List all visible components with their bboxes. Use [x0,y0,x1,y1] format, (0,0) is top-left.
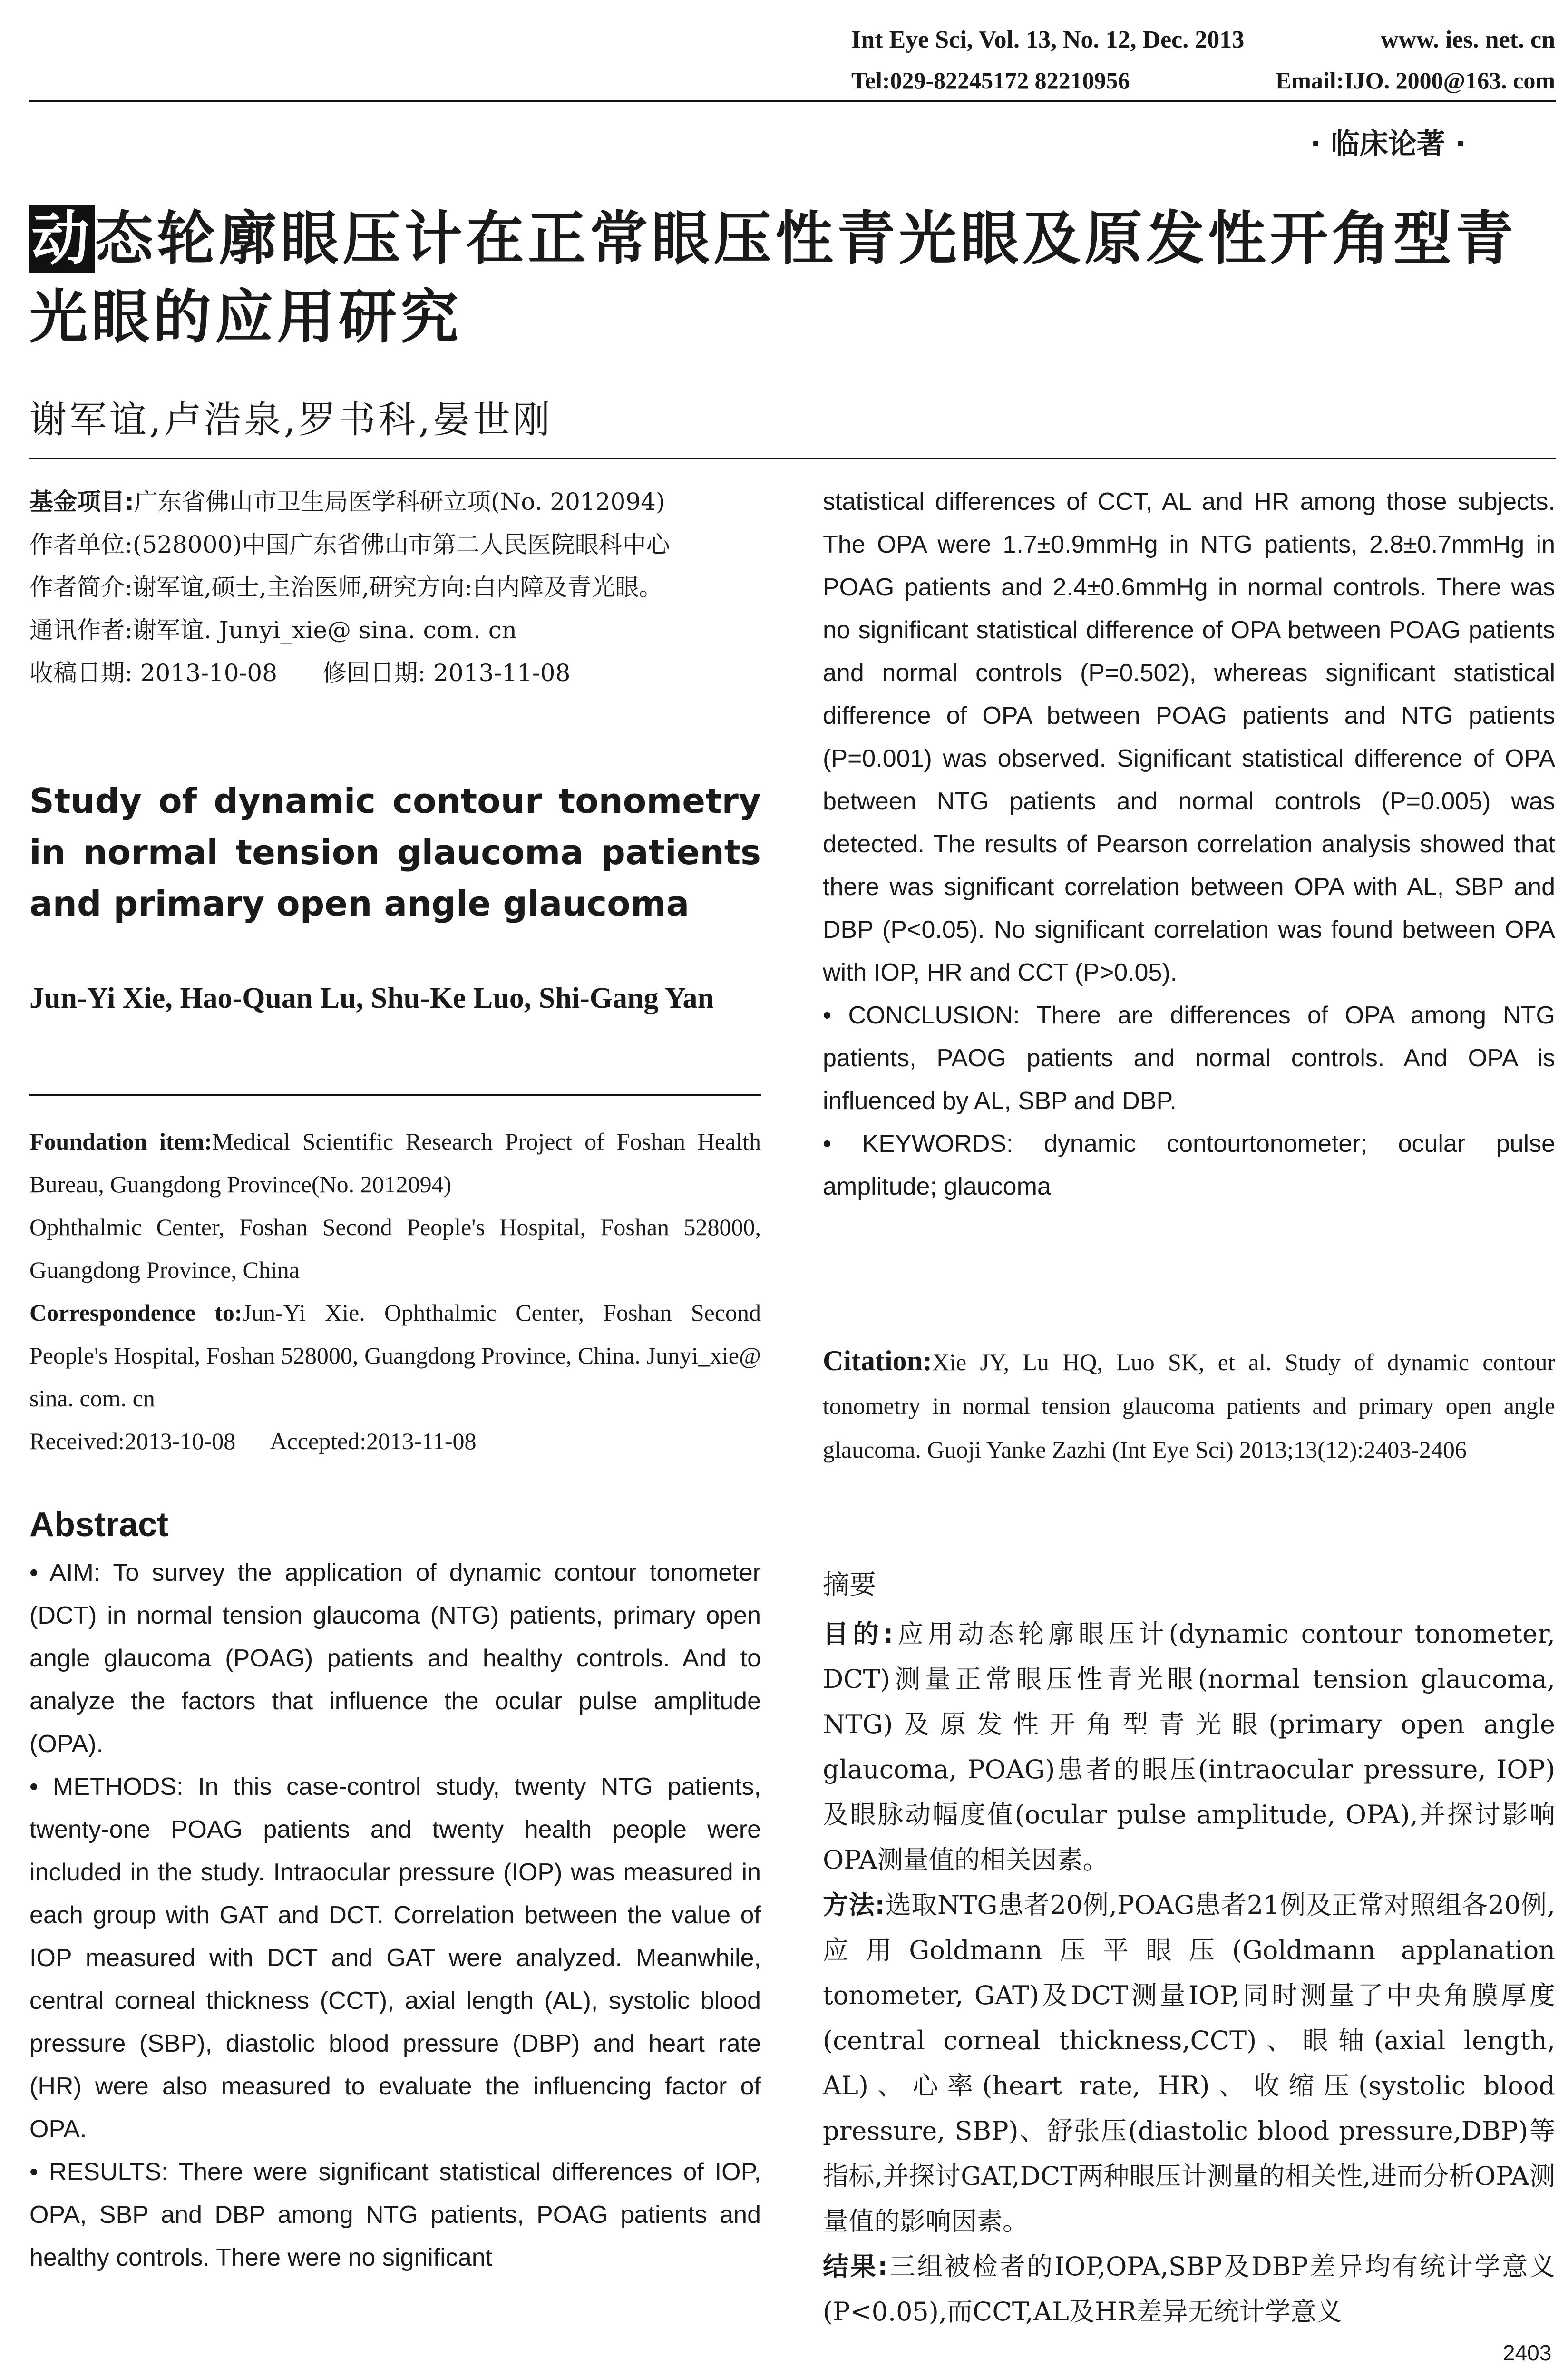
cn-meta-line: 基金项目:广东省佛山市卫生局医学科研立项(No. 2012094) [29,488,665,516]
abstract-heading: Abstract [29,1506,169,1544]
title-rest: 态轮廓眼压计在正常眼压性青光眼及原发性开角型青光眼的应用研究 [29,205,1517,351]
en-meta-block [29,1120,761,1462]
abstract-left [29,1551,761,2279]
authors-rule [29,1094,761,1096]
cn-meta-block [29,480,761,694]
title-initial: 动 [29,205,95,273]
abstract-results-cont: statistical differences of CCT, AL and HR among those subjects. The OPA were 1.7±0.9mmHg in NTG patients, 2.8±0.7mmHg in POAG patients and 2.4±0.6mmHg in normal controls. There was no significant statistical difference of OPA between POAG patients and normal controls (P=0.502), whereas significant statistical difference of OPA between POAG patients and NTG patients (P=0.001) was observed. Significant statistical difference of OPA between NTG patients and normal controls (P=0.005) was detected. The results of Pearson correlation analysis showed that there was significant correlation between OPA with AL, SBP and DBP (P<0.05). No significant correlation was found between OPA with IOP, HR and CCT (P>0.05). [823,488,1555,986]
affiliation: Ophthalmic Center, Foshan Second People's Hospital, Foshan 528000, Guangdong Province, China [29,1214,761,1283]
citation-label: Citation: [823,1345,932,1376]
journal-website: www. ies. net. cn [1381,26,1555,53]
authors-cn: 谢军谊,卢浩泉,罗书科,晏世刚 [29,399,553,441]
abstract-keywords: • KEYWORDS: dynamic contourtonometer; ocular pulse amplitude; glaucoma [823,1130,1555,1200]
authors-en: Jun-Yi Xie, Hao-Quan Lu, Shu-Ke Luo, Shi-Gang Yan [29,982,714,1014]
section-tag: · 临床论著 · [1310,127,1466,161]
journal-citation: Int Eye Sci, Vol. 13, No. 12, Dec. 2013 [851,26,1245,53]
cn-abstract [823,1562,1555,2334]
journal-email: Email:IJO. 2000@163. com [1275,67,1555,94]
title-rule [29,458,1556,459]
journal-header [851,26,1555,54]
cn-abstract-results: 结果:三组被检者的IOP,OPA,SBP及DBP差异均有统计学意义(P<0.05),而CCT,AL及HR差异无统计学意义 [823,2251,1555,2327]
journal-tel: Tel:029-82245172 82210956 [851,67,1130,94]
abstract-conclusion: • CONCLUSION: There are differences of OPA among NTG patients, PAOG patients and normal controls. And OPA is influenced by AL, SBP and DBP. [823,1002,1555,1115]
correspondence: Correspondence to:Jun-Yi Xie. Ophthalmic Center, Foshan Second People's Hospital, Foshan 528000, Guangdong Province, China. Junyi_xie@ sina. com. cn [29,1299,761,1412]
cn-meta-line: 通讯作者:谢军谊. Junyi_xie@ sina. com. cn [29,616,517,644]
paper-title-cn [29,200,1556,357]
received-accepted: Received:2013-10-08 Accepted:2013-11-08 [29,1428,477,1454]
abstract-methods: • METHODS: In this case-control study, twenty NTG patients, twenty-one POAG patients and twenty health people were included in the study. Intraocular pressure (IOP) was measured in each group with GAT and DCT. Correlation between the value of IOP measured with DCT and GAT were analyzed. Meanwhile, central corneal thickness (CCT), axial length (AL), systolic blood pressure (SBP), diastolic blood pressure (DBP) and heart rate (HR) were also measured to evaluate the influencing factor of OPA. [29,1773,761,2143]
abstract-right [823,480,1555,1208]
cn-abstract-aim: 目的:应用动态轮廓眼压计(dynamic contour tonometer, DCT)测量正常眼压性青光眼(normal tension glaucoma, NTG)及原发性开角型青光眼(primary open angle glaucoma, POAG)患者的眼压(intraocular pressure, IOP)及眼脉动幅度值(ocular pulse amplitude, OPA),并探讨影响OPA测量值的相关因素。 [823,1619,1555,1875]
cn-meta-line: 作者单位:(528000)中国广东省佛山市第二人民医院眼科中心 [29,531,670,558]
citation-text: Xie JY, Lu HQ, Luo SK, et al. Study of dynamic contour tonometry in normal tension glaucoma patients and primary open angle glaucoma. Guoji Yanke Zazhi (Int Eye Sci) 2013;13(12):2403-2406 [823,1349,1555,1463]
abstract-results: • RESULTS: There were significant statistical differences of IOP, OPA, SBP and DBP among NTG patients, POAG patients and healthy controls. There were no significant [29,2158,761,2271]
citation [823,1339,1555,1471]
paper-title-en: Study of dynamic contour tonometry in normal tension glaucoma patients and primary open angle glaucoma [29,781,761,924]
cn-meta-line: 收稿日期: 2013-10-08 修回日期: 2013-11-08 [29,659,571,687]
header-rule [29,100,1556,102]
foundation-item: Foundation item:Medical Scientific Research Project of Foshan Health Bureau, Guangdong Province(No. 2012094) [29,1128,761,1198]
cn-meta-line: 作者简介:谢军谊,硕士,主治医师,研究方向:白内障及青光眼。 [29,574,663,601]
cn-abstract-methods: 方法:选取NTG患者20例,POAG患者21例及正常对照组各20例,应用Goldmann压平眼压(Goldmann applanation tonometer, GAT)及DCT测量IOP,同时测量了中央角膜厚度(central corneal thickness,CCT)、眼轴(axial length, AL)、心率(heart rate, HR)、收缩压(systolic blood pressure, SBP)、舒张压(diastolic blood pressure,DBP)等指标,并探讨GAT,DCT两种眼压计测量的相关性,进而分析OPA测量值的影响因素。 [823,1890,1555,2236]
page-number: 2403 [1503,2340,1552,2365]
journal-contact [851,67,1555,94]
abstract-aim: • AIM: To survey the application of dynamic contour tonometer (DCT) in normal tension glaucoma (NTG) patients, primary open angle glaucoma (POAG) patients and healthy controls. And to analyze the factors that influence the ocular pulse amplitude (OPA). [29,1559,761,1758]
cn-abstract-heading: 摘要 [823,1569,876,1600]
